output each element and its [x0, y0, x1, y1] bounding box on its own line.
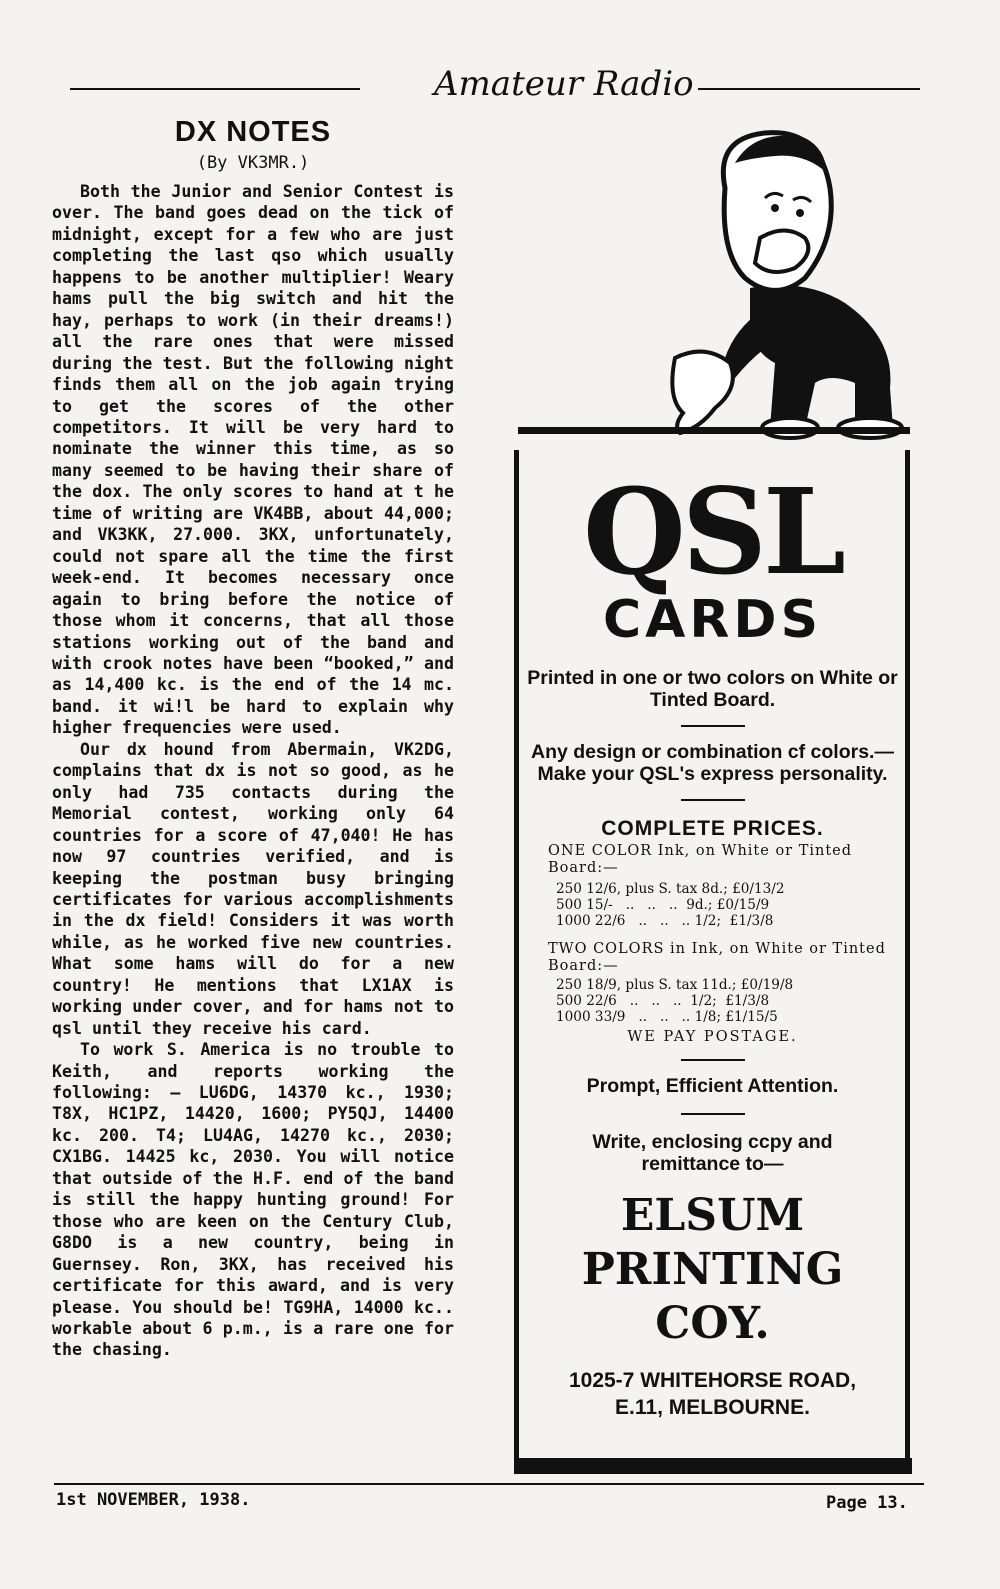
- advert-divider: [681, 725, 745, 727]
- article-paragraph: Both the Junior and Senior Contest is over. The band goes dead on the tick of midnight, except for a few who are just completing the last qso which usually happens to be another multiplier! Weary hams pull the big switch and hit the hay, perhaps to work (in their dreams!) all the rare ones that were missed during the test. But the following night finds them all on the job again trying to get the scores of the other competitors. It will be very hard to nominate the winner this time, as so many seemed to be having their share of the dox. The only scores to hand at t he time of writing are VK4BB, about 44,000; and VK3KK, 27.000. 3KX, unfortunately, could not spare all the time the first week-end. It becomes necessary once again to bring before the notice of those whom it concerns, that all those stations working out of the band and with crook notes have been “booked,” and as 14,400 kc. is the end of the 14 mc. band. it wi!l be hard to explain why higher frequencies were used.: [52, 182, 454, 738]
- footer-rule: [54, 1483, 924, 1485]
- advert-prompt-text: Prompt, Efficient Attention.: [586, 1075, 839, 1097]
- article-paragraph: Our dx hound from Abermain, VK2DG, complains that dx is not so good, as he only had 735 contacts during the Memorial contest, working only 64 countries for a score of 47,040! He has now 97 countries verified, and is keeping the postman busy bringing certificates for various accomplishments in the dx field! Considers it was worth while, as he worked five new countries. What some hams will do for a new country! He mentions that LX1AX is working under cover, and for hams not to qsl until they receive his card.: [52, 739, 454, 1038]
- advert-prices-heading: COMPLETE PRICES.: [601, 817, 824, 840]
- masthead: [70, 62, 920, 102]
- masthead-title: Amateur Radio: [430, 64, 698, 104]
- advert-address: [520, 1367, 905, 1421]
- advert-printed-text: Printed in one or two colors on White or Tinted Board.: [527, 667, 898, 711]
- article-paragraph: To work S. America is no trouble to Keith, and reports working the following: — LU6DG, 14370 kc., 1930; T8X, HC1PZ, 14420, 1600; PY5QJ, 14400 kc. 200. T4; LU4AG, 14270 kc., 2030; CX1BG. 14425 kc, 2030. You will notice that outside of the H.F. end of the band is still the happy hunting ground! For those who are keen on the Century Club, G8DO is a new country, being in Guernsey. Ron, 3KX, has received his certificate for this award, and is very please. You should be! TG9HA, 14000 kc.. workable about 6 p.m., is a rare one for the chasing.: [52, 1040, 454, 1360]
- advert-design-text: Any design or combination cf colors.—Make your QSL's express personality.: [531, 741, 894, 785]
- price-row: 250 12/6, plus S. tax 8d.; £0/13/2: [556, 881, 785, 897]
- advert-divider: [681, 1059, 745, 1061]
- advert-pay-postage: WE PAY POSTAGE.: [627, 1029, 798, 1045]
- advert-address-line: 1025-7 WHITEHORSE ROAD,: [568, 1369, 857, 1392]
- article-body: [52, 181, 454, 1361]
- price-row: 1000 33/9 .. .. .. 1/8; £1/15/5: [556, 1009, 778, 1025]
- pointing-man-illustration: [655, 128, 915, 444]
- advert-one-color-table: [520, 881, 905, 929]
- advert-cards-heading: CARDS: [602, 590, 823, 650]
- advert-company-line: COY.: [655, 1298, 770, 1349]
- footer-date: 1st NOVEMBER, 1938.: [56, 1490, 251, 1510]
- advert-write-text: Write, enclosing ccpy and remittance to—: [592, 1131, 833, 1175]
- advert-address-line: E.11, MELBOURNE.: [615, 1396, 810, 1419]
- price-row: 500 15/- .. .. .. 9d.; £0/15/9: [556, 897, 770, 913]
- advert: [520, 455, 905, 1421]
- advert-divider: [681, 799, 745, 801]
- page-number: Page 13.: [826, 1493, 908, 1513]
- advert-top-bar: [518, 427, 910, 434]
- advert-two-color-table: [520, 977, 905, 1025]
- advert-qsl-heading: QSL: [583, 462, 842, 601]
- advert-two-color-intro: TWO COLORS in Ink, on White or Tinted Board:—: [548, 941, 886, 974]
- article-byline: (By VK3MR.): [196, 153, 310, 173]
- price-row: 250 18/9, plus S. tax 11d.; £0/19/8: [556, 977, 794, 993]
- advert-one-color-intro: ONE COLOR Ink, on White or Tinted Board:—: [548, 843, 853, 876]
- article: [52, 116, 454, 1361]
- advert-company-line: PRINTING: [581, 1244, 844, 1295]
- advert-company-line: ELSUM: [620, 1190, 805, 1241]
- article-title: DX NOTES: [174, 116, 332, 148]
- masthead-rule-left: [70, 88, 360, 90]
- advert-divider: [681, 1113, 745, 1115]
- advert-bottom-bar: [514, 1458, 912, 1474]
- advert-company-name: [520, 1189, 905, 1351]
- price-row: 500 22/6 .. .. .. 1/2; £1/3/8: [556, 993, 770, 1009]
- price-row: 1000 22/6 .. .. .. 1/2; £1/3/8: [556, 913, 774, 929]
